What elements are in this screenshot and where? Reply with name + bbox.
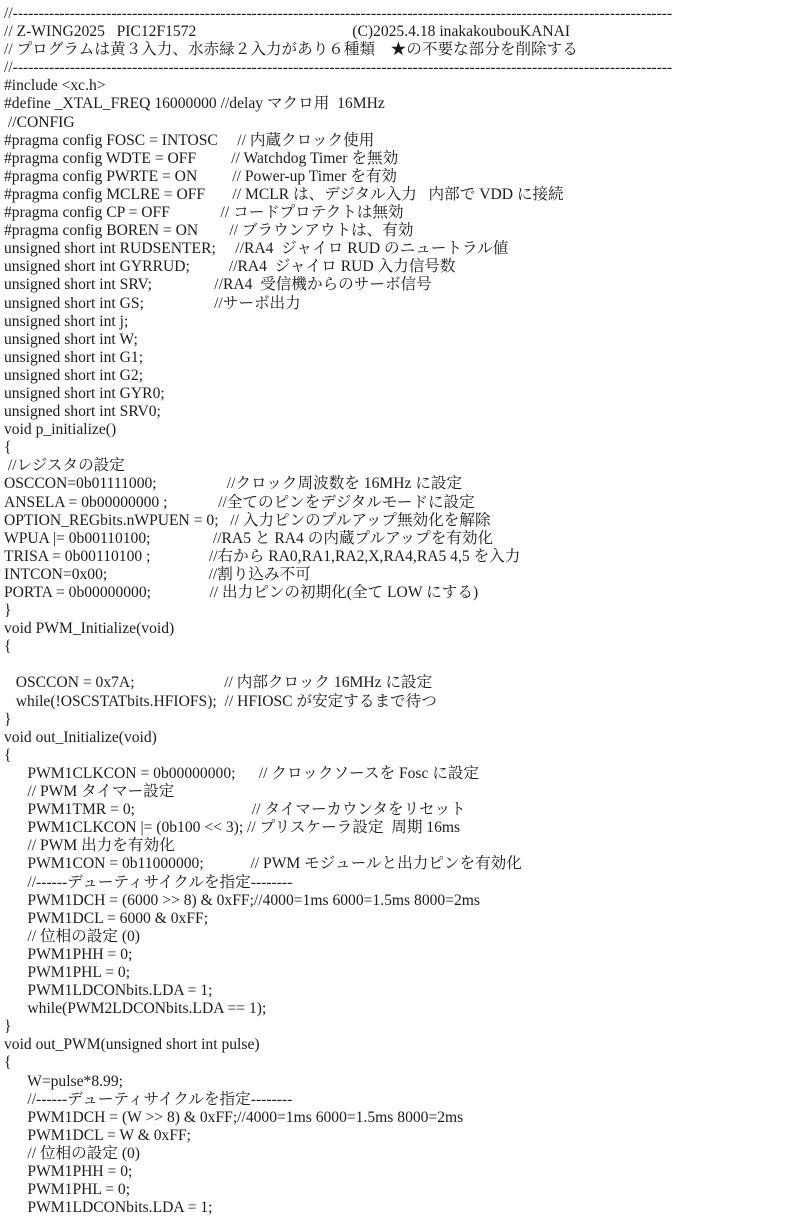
code-line: #pragma config FOSC = INTOSC // 内蔵クロック使用 [4,131,375,149]
code-line: // PWM タイマー設定 [4,783,175,801]
code-line: OPTION_REGbits.nWPUEN = 0; // 入力ピンのプルアップ無効化を解除 [4,511,491,529]
code-line: { [4,638,12,656]
code-line: { [4,1054,12,1072]
code-line: unsigned short int GYRRUD; //RA4 ジャイロ RUD 入力信号数 [4,258,456,276]
code-line: #pragma config MCLRE = OFF // MCLR は、デジタル入力 内部で VDD に接続 [4,185,564,203]
code-line: unsigned short int W; [4,330,138,348]
code-line: PWM1TMR = 0; // タイマーカウンタをリセット [4,801,466,819]
code-line: { [4,439,12,457]
code-line: while(!OSCSTATbits.HFIOFS); // HFIOSC が安定するまで待つ [4,692,437,710]
code-line: void p_initialize() [4,421,117,439]
code-line: #include <xc.h> [4,77,106,95]
code-line: // 位相の設定 (0) [4,927,141,945]
code-line: //------------------------------------------------------------------------------------------------------------------------------- [4,5,673,22]
code-line [4,656,796,674]
code-line: //レジスタの設定 [4,457,125,475]
code-line: #define _XTAL_FREQ 16000000 //delay マクロ用 16MHz [4,95,385,113]
code-line: // プログラムは黄３入力、水赤緑２入力があり６種類 ★の不要な部分を削除する [4,41,578,59]
code-line: PWM1DCH = (W >> 8) & 0xFF;//4000=1ms 6000=1.5ms 8000=2ms [4,1108,464,1126]
code-line: PWM1PHH = 0; [4,945,133,963]
code-line: //------------------------------------------------------------------------------------------------------------------------------- [4,59,673,77]
code-line: PORTA = 0b00000000; // 出力ピンの初期化(全て LOW にする) [4,584,479,601]
code-line: unsigned short int SRV; //RA4 受信機からのサーボ信号 [4,276,432,294]
code-line: PWM1PHH = 0; [4,1163,133,1180]
code-line: OSCCON=0b01111000; //クロック周波数を 16MHz に設定 [4,475,463,493]
code-line: unsigned short int SRV0; [4,403,161,421]
code-line: INTCON=0x00; //割り込み不可 [4,565,311,583]
code-line: PWM1LDCONbits.LDA = 1; [4,982,213,1000]
code-line: PWM1CON = 0b11000000; // PWM モジュールと出力ピンを有効化 [4,855,522,873]
code-line: unsigned short int G2; [4,366,144,384]
code-line: PWM1LDCONbits.LDA = 1; [4,1199,213,1217]
code-line: //------デューティサイクルを指定-------- [4,873,293,891]
code-line: #pragma config WDTE = OFF // Watchdog Timer を無効 [4,149,399,167]
code-line: #pragma config PWRTE = ON // Power-up Timer を有効 [4,167,398,185]
code-line: unsigned short int GYR0; [4,384,165,402]
code-line: unsigned short int G1; [4,348,144,366]
code-line: { [4,746,12,764]
code-line: #pragma config CP = OFF // コードプロテクトは無効 [4,204,404,222]
code-line: } [4,602,12,620]
code-line: void PWM_Initialize(void) [4,620,175,638]
code-line: ANSELA = 0b00000000 ; //全てのピンをデジタルモードに設定 [4,493,475,511]
code-line: TRISA = 0b00110100 ; //右から RA0,RA1,RA2,X,RA4,RA5 4,5 を入力 [4,547,521,565]
code-line: unsigned short int GS; //サーボ出力 [4,294,301,312]
code-line: PWM1DCL = W & 0xFF; [4,1126,191,1144]
code-line: // Z-WING2025 PIC12F1572 (C)2025.4.18 inakakoubouKANAI [4,23,571,41]
code-line: PWM1PHL = 0; [4,1181,131,1199]
code-line: unsigned short int j; [4,312,129,330]
code-line: OSCCON = 0x7A; // 内部クロック 16MHz に設定 [4,674,433,692]
code-line: PWM1DCH = (6000 >> 8) & 0xFF;//4000=1ms 6000=1.5ms 8000=2ms [4,891,480,909]
code-line: //------デューティサイクルを指定-------- [4,1090,293,1108]
code-line: PWM1PHL = 0; [4,963,131,981]
code-line: void out_Initialize(void) [4,728,157,746]
code-line: WPUA |= 0b00110100; //RA5 と RA4 の内蔵プルアップを有効化 [4,529,494,547]
code-line: } [4,1018,12,1036]
code-line: PWM1DCL = 6000 & 0xFF; [4,909,209,927]
code-line: PWM1CLKCON = 0b00000000; // クロックソースを Fosc に設定 [4,764,480,782]
code-line: // PWM 出力を有効化 [4,837,175,855]
code-line: unsigned short int RUDSENTER; //RA4 ジャイロ RUD のニュートラル値 [4,240,509,258]
code-line: #pragma config BOREN = ON // ブラウンアウトは、有効 [4,222,414,240]
code-line: //CONFIG [4,113,75,131]
code-line: } [4,710,12,728]
code-line: // 位相の設定 (0) [4,1144,141,1162]
code-line: PWM1CLKCON |= (0b100 << 3); // プリスケーラ設定 周期 16ms [4,819,461,837]
code-line: W=pulse*8.99; [4,1072,123,1090]
code-line: while(PWM2LDCONbits.LDA == 1); [4,1000,267,1018]
code-listing [4,5,796,1217]
code-line: void out_PWM(unsigned short int pulse) [4,1036,260,1054]
